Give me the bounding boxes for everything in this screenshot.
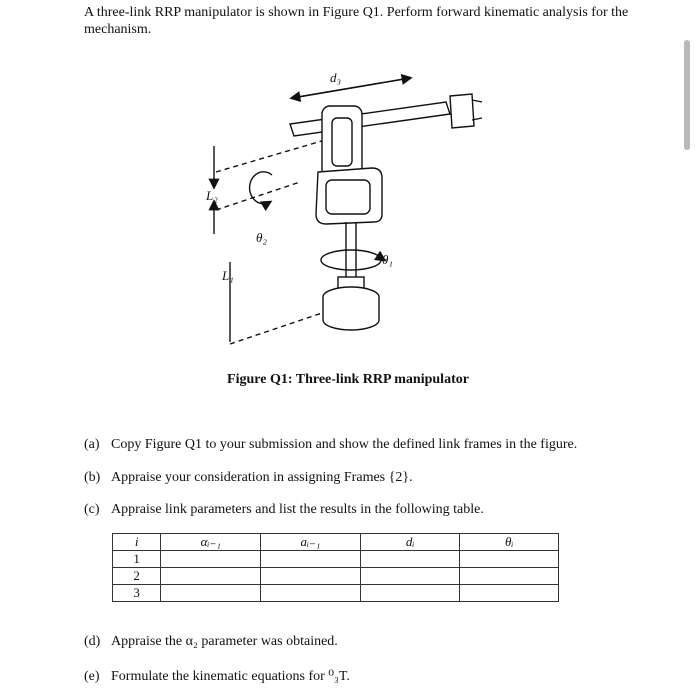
dashed-guide-1 <box>216 140 325 172</box>
header-d: dᵢ <box>360 534 460 551</box>
dashed-guide-3 <box>230 312 325 344</box>
question-d-text: Appraise the α₂ parameter was obtained. <box>111 634 338 649</box>
question-e <box>84 668 350 685</box>
header-theta: θᵢ <box>460 534 559 551</box>
table-row <box>113 568 559 585</box>
table-header-row <box>113 534 559 551</box>
row-index: 2 <box>113 568 161 585</box>
row-index: 1 <box>113 551 161 568</box>
dashed-guide-2 <box>216 182 300 210</box>
question-c-label: (c) <box>84 502 100 517</box>
question-d-label: (d) <box>84 634 101 649</box>
scrollbar[interactable] <box>684 40 690 150</box>
figure-caption: Figure Q1: Three-link RRP manipulator <box>227 372 469 387</box>
question-b <box>84 470 413 486</box>
table-row <box>113 585 559 602</box>
manipulator-diagram <box>150 62 500 352</box>
question-e-text: Formulate the kinematic equations for ⁰₃T. <box>111 669 350 684</box>
label-l1: L₁ <box>222 268 234 283</box>
question-b-text: Appraise your consideration in assigning Frames {2}. <box>111 470 413 485</box>
question-e-label: (e) <box>84 669 100 684</box>
manipulator-figure <box>150 62 500 357</box>
header-a: aᵢ₋₁ <box>261 534 361 551</box>
prismatic-arm <box>290 102 450 136</box>
header-i: i <box>113 534 161 551</box>
theta1-rotation-ellipse <box>321 250 381 270</box>
table-row <box>113 551 559 568</box>
gripper-body <box>450 94 474 128</box>
link-parameter-table <box>112 533 559 602</box>
question-d <box>84 634 338 650</box>
question-b-label: (b) <box>84 470 101 485</box>
label-theta1: θ₁ <box>382 252 393 267</box>
question-a-text: Copy Figure Q1 to your submission and show the defined link frames in the figure. <box>111 437 578 452</box>
label-l2: L₂ <box>206 188 218 203</box>
theta2-rotation-arrow <box>250 172 272 204</box>
question-a <box>84 437 577 453</box>
base-body <box>323 297 379 330</box>
row-index: 3 <box>113 585 161 602</box>
header-alpha: αᵢ₋₁ <box>161 534 261 551</box>
question-c-text: Appraise link parameters and list the results in the following table. <box>111 502 484 517</box>
d3-arrow-left <box>292 78 410 98</box>
intro-text: A three-link RRP manipulator is shown in Figure Q1. Perform forward kinematic analysis for the mechanism. <box>84 5 629 37</box>
label-d3: d₃ <box>330 70 342 85</box>
question-a-label: (a) <box>84 437 100 452</box>
label-theta2: θ₂ <box>256 230 267 245</box>
question-c <box>84 502 484 518</box>
